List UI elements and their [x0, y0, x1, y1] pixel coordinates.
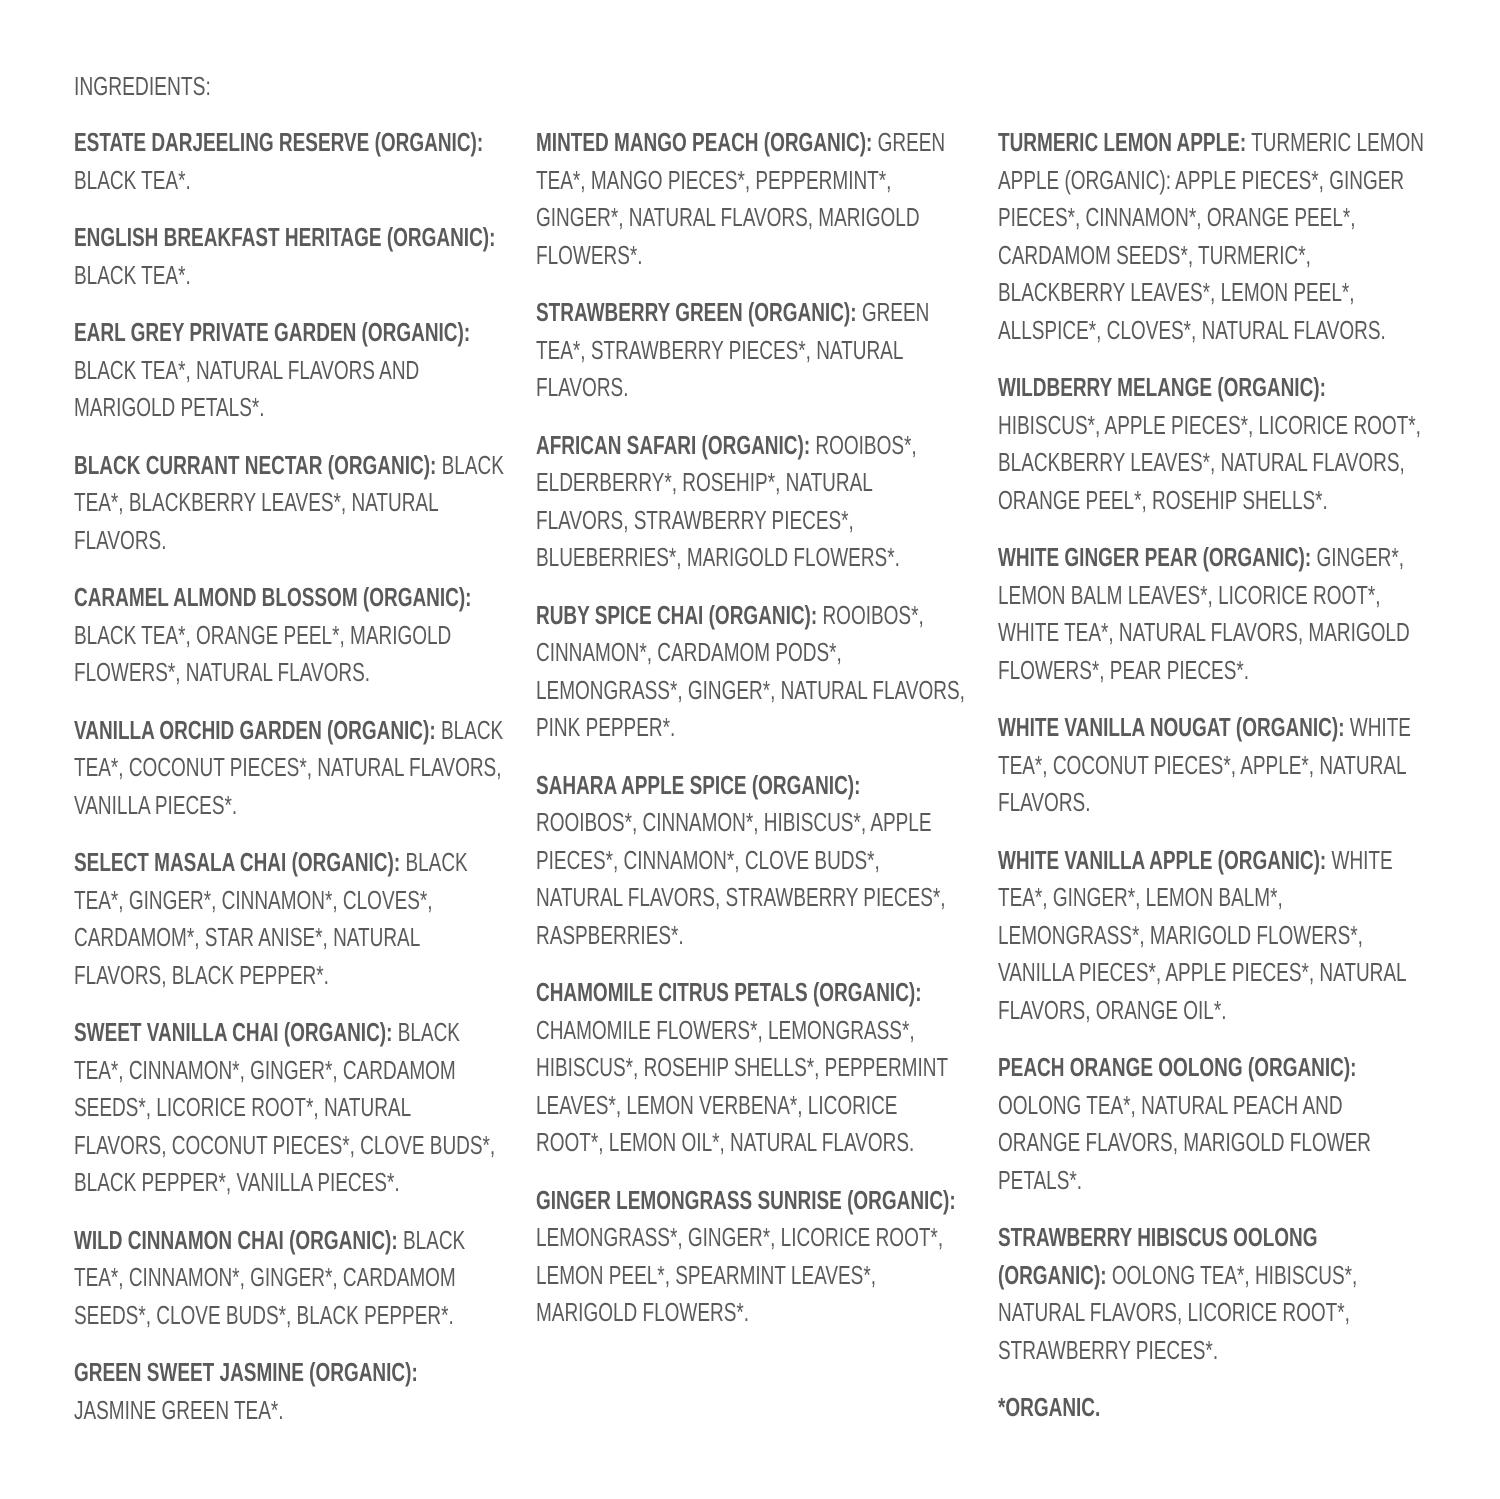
ingredient-entry: [74, 314, 505, 427]
ingredient-entry: [74, 219, 505, 294]
ingredient-list: LEMONGRASS*, GINGER*, LICORICE ROOT*, LEMON PEEL*, SPEARMINT LEAVES*, MARIGOLD FLOWERS*.: [536, 1222, 944, 1327]
ingredient-entry: [998, 539, 1429, 689]
ingredient-list: GINGER*, LEMON BALM LEAVES*, LICORICE ROOT*, WHITE TEA*, NATURAL FLAVORS, MARIGOLD FLOWERS*, PEAR PIECES*.: [998, 542, 1410, 685]
ingredient-list: OOLONG TEA*, NATURAL PEACH AND ORANGE FLAVORS, MARIGOLD FLOWER PETALS*.: [998, 1089, 1371, 1195]
tea-name: TURMERIC LEMON APPLE:: [998, 127, 1247, 157]
tea-name: EARL GREY PRIVATE GARDEN (ORGANIC):: [74, 317, 471, 347]
ingredient-entry: [998, 709, 1429, 822]
tea-name: STRAWBERRY GREEN (ORGANIC):: [536, 297, 857, 327]
ingredient-entry: [74, 1354, 505, 1429]
ingredient-entry: [998, 1219, 1429, 1369]
ingredient-entry: [998, 1049, 1429, 1199]
tea-name: WILD CINNAMON CHAI (ORGANIC):: [74, 1224, 398, 1255]
column-1: [74, 124, 505, 1449]
ingredient-list: HIBISCUS*, APPLE PIECES*, LICORICE ROOT*, BLACKBERRY LEAVES*, NATURAL FLAVORS, ORANGE PEEL*, ROSEHIP SHELLS*.: [998, 409, 1421, 515]
tea-name: STRAWBERRY HIBISCUS OOLONG (ORGANIC):: [998, 1222, 1318, 1290]
ingredient-list: CHAMOMILE FLOWERS*, LEMONGRASS*, HIBISCUS*, ROSEHIP SHELLS*, PEPPERMINT LEAVES*, LEMON VERBENA*, LICORICE ROOT*, LEMON OIL*, NATURAL FLAVORS.: [536, 1014, 948, 1157]
ingredient-entry: [536, 767, 967, 955]
ingredient-list: GREEN TEA*, STRAWBERRY PIECES*, NATURAL FLAVORS.: [536, 297, 930, 402]
ingredient-list: ROOIBOS*, CINNAMON*, CARDAMOM PODS*, LEMONGRASS*, GINGER*, NATURAL FLAVORS, PINK PEPPER*.: [536, 599, 965, 742]
tea-name: BLACK CURRANT NECTAR (ORGANIC):: [74, 449, 437, 480]
ingredient-entry: [998, 842, 1429, 1030]
tea-name: AFRICAN SAFARI (ORGANIC):: [536, 429, 811, 460]
tea-name: WHITE GINGER PEAR (ORGANIC):: [998, 542, 1312, 572]
tea-name: GINGER LEMONGRASS SUNRISE (ORGANIC):: [536, 1184, 956, 1215]
ingredient-list: WHITE TEA*, GINGER*, LEMON BALM*, LEMONGRASS*, MARIGOLD FLOWERS*, VANILLA PIECES*, APPLE PIECES*, NATURAL FLAVORS, ORANGE OIL*.: [998, 844, 1406, 1025]
tea-name: RUBY SPICE CHAI (ORGANIC):: [536, 599, 818, 630]
tea-name: SELECT MASALA CHAI (ORGANIC):: [74, 847, 401, 877]
tea-name: SWEET VANILLA CHAI (ORGANIC):: [74, 1017, 393, 1047]
ingredient-list: BLACK TEA*, ORANGE PEEL*, MARIGOLD FLOWERS*, NATURAL FLAVORS.: [74, 619, 452, 687]
tea-name: PEACH ORANGE OOLONG (ORGANIC):: [998, 1052, 1357, 1082]
tea-name: CHAMOMILE CITRUS PETALS (ORGANIC):: [536, 977, 922, 1007]
column-2: [536, 124, 967, 1352]
ingredient-entry: [998, 369, 1429, 519]
ingredient-list: OOLONG TEA*, HIBISCUS*, NATURAL FLAVORS, LICORICE ROOT*, STRAWBERRY PIECES*.: [998, 1259, 1358, 1365]
ingredient-list: TURMERIC LEMON APPLE (ORGANIC): APPLE PIECES*, GINGER PIECES*, CINNAMON*, ORANGE PEEL*, CARDAMOM SEEDS*, TURMERIC*, BLACKBERRY LEAVES*, LEMON PEEL*, ALLSPICE*, CLOVES*, NATURAL FLAVORS.: [998, 127, 1425, 345]
ingredient-entry: [536, 1182, 967, 1332]
tea-name: WILDBERRY MELANGE (ORGANIC):: [998, 372, 1326, 402]
ingredient-list: WHITE TEA*, COCONUT PIECES*, APPLE*, NATURAL FLAVORS.: [998, 712, 1411, 817]
ingredient-entry: [998, 1389, 1429, 1427]
ingredient-entry: [74, 447, 505, 560]
ingredient-list: JASMINE GREEN TEA*.: [74, 1394, 284, 1425]
ingredient-entry: [536, 427, 967, 577]
tea-name: WHITE VANILLA APPLE (ORGANIC):: [998, 844, 1327, 875]
tea-name: CARAMEL ALMOND BLOSSOM (ORGANIC):: [74, 582, 472, 612]
ingredient-list: BLACK TEA*.: [74, 259, 191, 290]
tea-name: WHITE VANILLA NOUGAT (ORGANIC):: [998, 712, 1345, 742]
ingredient-entry: [536, 124, 967, 274]
tea-name: MINTED MANGO PEACH (ORGANIC):: [536, 127, 873, 157]
ingredient-entry: [74, 124, 505, 199]
ingredient-list: BLACK TEA*, CINNAMON*, GINGER*, CARDAMOM SEEDS*, CLOVE BUDS*, BLACK PEPPER*.: [74, 1224, 466, 1330]
column-3: [998, 124, 1429, 1447]
ingredients-heading: INGREDIENTS:: [74, 71, 211, 101]
tea-name: *ORGANIC.: [998, 1392, 1101, 1422]
ingredient-entry: [74, 579, 505, 692]
ingredient-list: GREEN TEA*, MANGO PIECES*, PEPPERMINT*, GINGER*, NATURAL FLAVORS, MARIGOLD FLOWERS*.: [536, 127, 946, 270]
ingredient-entry: [74, 712, 505, 825]
ingredient-list: BLACK TEA*, CINNAMON*, GINGER*, CARDAMOM SEEDS*, LICORICE ROOT*, NATURAL FLAVORS, COCONUT PIECES*, CLOVE BUDS*, BLACK PEPPER*, VANILLA PIECES*.: [74, 1017, 496, 1197]
ingredient-list: BLACK TEA*, BLACKBERRY LEAVES*, NATURAL FLAVORS.: [74, 449, 504, 555]
ingredient-list: ROOIBOS*, CINNAMON*, HIBISCUS*, APPLE PIECES*, CINNAMON*, CLOVE BUDS*, NATURAL FLAVORS, STRAWBERRY PIECES*, RASPBERRIES*.: [536, 807, 946, 950]
ingredient-entry: [74, 1222, 505, 1335]
ingredient-entry: [74, 1014, 505, 1202]
tea-name: ENGLISH BREAKFAST HERITAGE (ORGANIC):: [74, 222, 496, 252]
tea-name: SAHARA APPLE SPICE (ORGANIC):: [536, 769, 861, 800]
ingredient-entry: [536, 597, 967, 747]
ingredient-list: ROOIBOS*, ELDERBERRY*, ROSEHIP*, NATURAL FLAVORS, STRAWBERRY PIECES*, BLUEBERRIES*, MARIGOLD FLOWERS*.: [536, 429, 917, 572]
tea-name: GREEN SWEET JASMINE (ORGANIC):: [74, 1357, 418, 1387]
tea-name: VANILLA ORCHID GARDEN (ORGANIC):: [74, 714, 436, 745]
ingredient-list: BLACK TEA*, NATURAL FLAVORS AND MARIGOLD PETALS*.: [74, 354, 420, 422]
ingredient-list: BLACK TEA*, GINGER*, CINNAMON*, CLOVES*, CARDAMOM*, STAR ANISE*, NATURAL FLAVORS, BLACK PEPPER*.: [74, 847, 468, 990]
ingredient-list: BLACK TEA*.: [74, 164, 191, 195]
tea-name: ESTATE DARJEELING RESERVE (ORGANIC):: [74, 127, 484, 157]
ingredient-entry: [998, 124, 1429, 349]
ingredient-list: BLACK TEA*, COCONUT PIECES*, NATURAL FLAVORS, VANILLA PIECES*.: [74, 714, 504, 820]
ingredient-entry: [536, 294, 967, 407]
ingredient-entry: [74, 844, 505, 994]
ingredient-entry: [536, 974, 967, 1162]
